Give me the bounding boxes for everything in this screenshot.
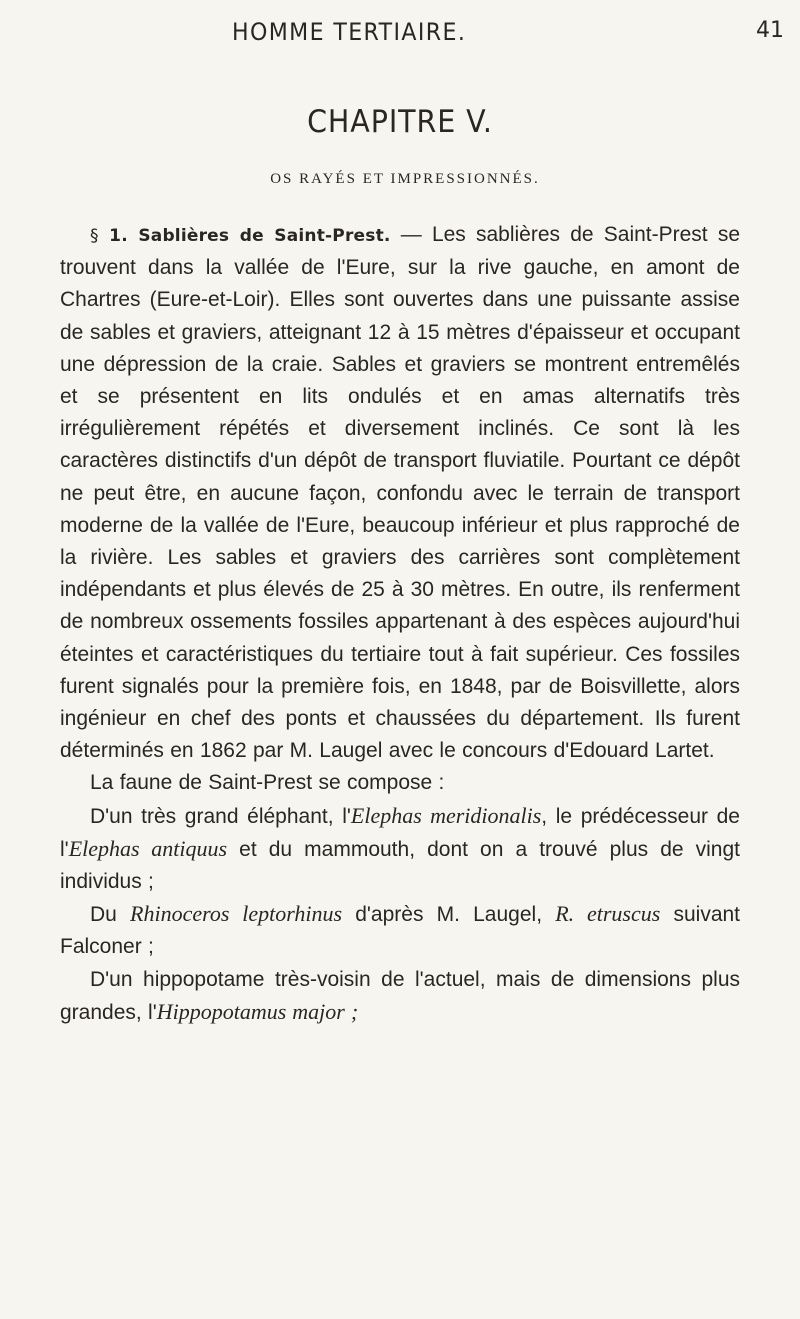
chapter-title: CHAPITRE V.	[307, 104, 493, 140]
running-head	[0, 18, 800, 48]
paragraph-2: La faune de Saint-Prest se compose :	[90, 771, 445, 795]
species-name: Rhinoceros leptorhinus	[130, 901, 343, 927]
page-number: 41	[756, 18, 784, 43]
text-run: suivant Falconer ;	[60, 903, 741, 959]
section-heading	[90, 226, 391, 246]
body-text	[60, 219, 740, 1029]
paragraph-5	[60, 964, 740, 1029]
text-run: D'un hippopotame très-voisin de l'actuel, mais de dimensions plus grandes, l'	[60, 967, 740, 1024]
text-run: d'après M. Laugel,	[342, 903, 556, 927]
section-title: Sablières de Saint-Prest.	[138, 226, 391, 246]
chapter-subtitle: OS RAYÉS ET IMPRESSIONNÉS.	[270, 171, 540, 187]
paragraph-3	[60, 800, 740, 899]
section-dash: —	[390, 223, 432, 246]
text-run: Du	[90, 903, 131, 927]
text-run: , le prédécesseur de l'	[60, 804, 740, 861]
species-name: Hippopotamus major ;	[156, 998, 359, 1024]
species-name: Elephas antiquus	[68, 835, 228, 861]
section-sign: §	[90, 226, 99, 246]
running-title: HOMME TERTIAIRE.	[232, 18, 467, 46]
paragraph-1	[60, 219, 740, 767]
text-run: D'un très grand éléphant, l'	[90, 804, 351, 828]
section-number: 1.	[109, 226, 128, 246]
paragraph-4	[60, 898, 740, 963]
species-name: R. etruscus	[555, 901, 661, 927]
text-run: et du mammouth, dont on a trouvé plus de vingt individus ;	[60, 837, 740, 894]
species-name: Elephas meridionalis	[350, 802, 542, 828]
paragraph-1-text: Les sablières de Saint-Prest se trouvent dans la vallée de l'Eure, sur la rive gauche, en amont de Chartres (Eure-et-Loir). Elles sont ouvertes dans une puissante assise de sables et graviers, atteignant 12 à 15 mètres d'épaisseur et occupant une dépression de la craie. Sables et graviers se montrent entremêlés et se présentent en lits ondulés et en amas alternatifs très irrégulièrement répétés et diversement inclinés. Ce sont là les caractères distinctifs d'un dépôt de transport fluviatile. Pourtant ce dépôt ne peut être, en aucune façon, confondu avec le terrain de transport moderne de la vallée de l'Eure, beaucoup inférieur et plus rapproché de la rivière. Les sables et graviers des carrières sont complètement indépendants et plus élevés de 25 à 30 mètres. En outre, ils renferment de nombreux ossements fossiles appartenant à des espèces aujourd'hui éteintes et caractéristiques du tertiaire tout à fait supérieur. Ces fossiles furent signalés pour la première fois, en 1848, par de Boisvillette, alors ingénieur en chef des ponts et chaussées du département. Ils furent déterminés en 1862 par M. Laugel avec le concours d'Edouard Lartet.	[60, 223, 740, 763]
